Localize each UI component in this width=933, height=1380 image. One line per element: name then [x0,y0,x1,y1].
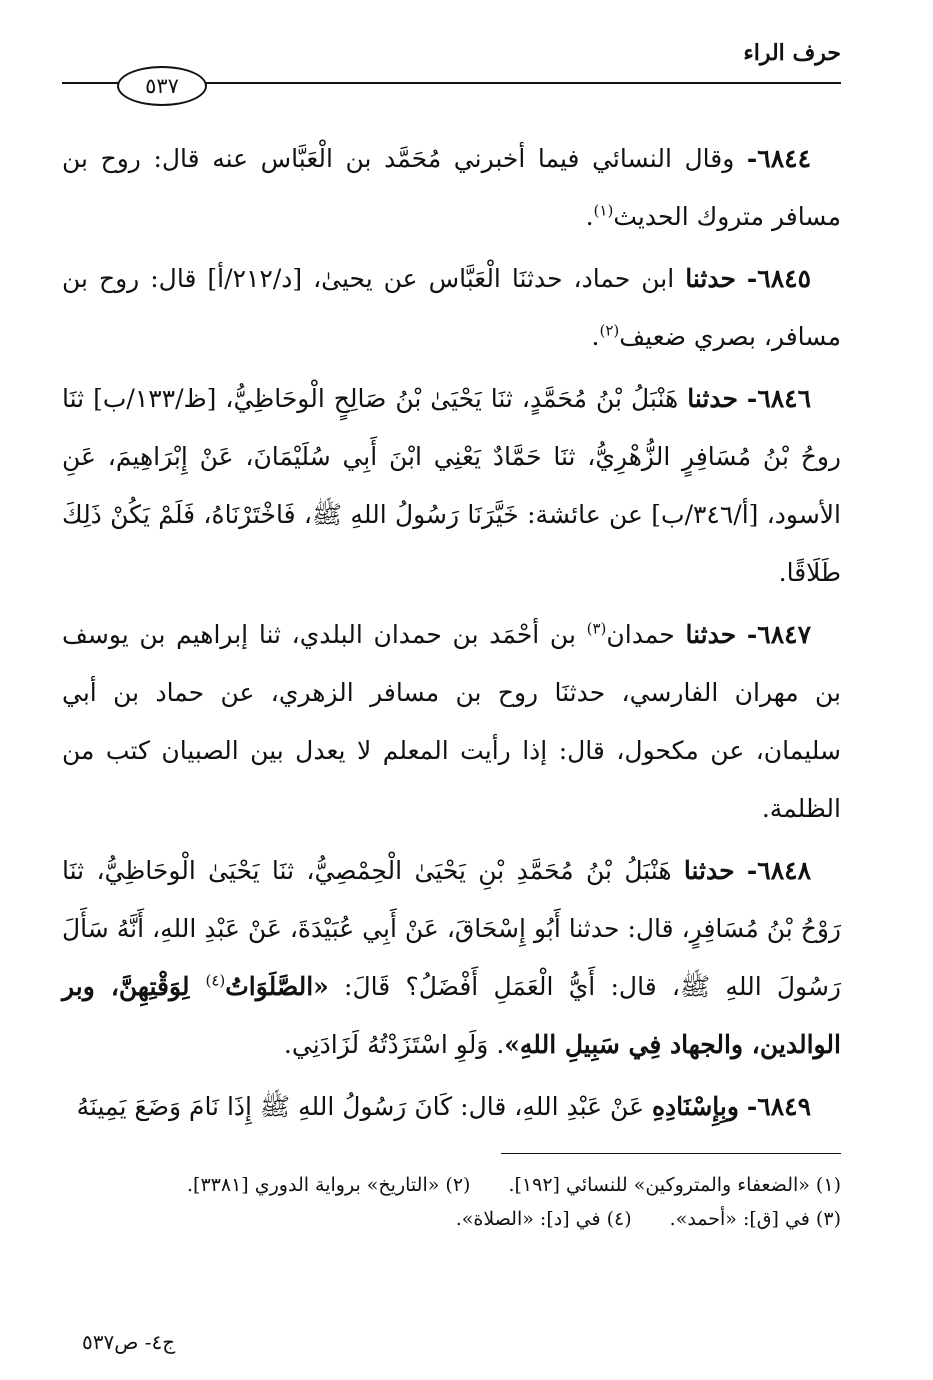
hadith-entry [62,842,841,1074]
running-title: حرف الراء [743,40,841,66]
entry-text: . [585,202,594,231]
footnote-row [62,1168,841,1202]
entry-text: حمدان [606,620,675,649]
entry-number: ٦٨٤٤- [746,144,811,173]
footnote-marker: (٣) [586,619,607,638]
entry-number: ٦٨٤٥- [746,264,812,293]
entry-text: عَنْ عَبْدِ اللهِ، قال: كَانَ رَسُولُ اللهِ ﷺ إِذَا نَامَ وَضَعَ يَمِينَهُ [76,1092,644,1121]
hadith-text-bold: «الصَّلَوَاتُ [225,972,329,1001]
footnote-4: (٤) في [د]: «الصلاة». [455,1208,632,1230]
entry-keyword: حدثنا [685,264,736,293]
footnote-row [62,1202,841,1236]
footnote-3: (٣) في [ق]: «أحمد». [669,1208,841,1230]
hadith-entry [62,370,841,602]
entry-number: ٦٨٤٨- [746,856,811,885]
footnote-rule [501,1153,841,1154]
entry-keyword: حدثنا [687,384,738,413]
hadith-entry [62,250,841,366]
hadith-text-bold: لِوَقْتِهِنَّ، وبر الوالدين، والجهاد فِي سَبِيلِ اللهِ» [62,972,841,1059]
entry-text: . [591,322,600,351]
footnote-marker: (٤) [205,971,226,990]
entry-text: بن أحْمَد بن حمدان البلدي، ثنا إبراهيم بن يوسف بن مهران الفارسي، حدثنَا روح بن مسافر الزهري، عن حماد بن أبي سليمان، عن مكحول، قال: إذا رأيت المعلم لا يعدل بين الصبيان كتب من الظلمة. [62,620,841,823]
entry-text: وقال النسائي فيما أخبرني مُحَمَّد بن الْعَبَّاس عنه قال: روح بن مسافر متروك الحديث [62,144,841,231]
footnote-1: (١) «الضعفاء والمتروكين» للنسائي [١٩٢]. [508,1174,841,1196]
entry-keyword: حدثنا [685,620,737,649]
hadith-entry [62,606,841,838]
entry-text: ابن حماد، حدثنَا الْعَبَّاس عن يحيىٰ، [د/٢١٢/أ] قال: روح بن مسافر، بصري ضعيف [62,264,841,351]
entry-number: ٦٨٤٧- [746,620,811,649]
entry-text: هَنْبَلُ بْنُ مُحَمَّدِ بْنِ يَحْيَىٰ الْحِمْصِيُّ، ثنَا يَحْيَىٰ الْوحَاظِيُّ، ثنَا رَوْحُ بْنُ مُسَافِرٍ، قال: حدثنا أَبُو إِسْحَاقَ، عَنْ أَبِي عُبَيْدَةَ، عَنْ عَبْدِ اللهِ، أَنَّهُ سَأَلَ رَسُولَ اللهِ ﷺ، قال: أَيُّ الْعَمَلِ أَفْضَلُ؟ قَالَ: [62,856,841,1001]
entry-number: ٦٨٤٩- [746,1092,811,1121]
entry-keyword: حدثنا [683,856,735,885]
footnote-2: (٢) «التاريخ» برواية الدوري [٣٣٨١]. [187,1174,471,1196]
entry-keyword: وبِإِسْنَادِهِ [651,1092,739,1121]
hadith-entry [62,130,841,246]
footnote-marker: (٢) [599,321,620,340]
footnote-marker: (١) [593,201,614,220]
volume-page-reference: ج٤- ص٥٣٧ [82,1330,176,1354]
footnotes [62,1168,841,1236]
hadith-entry [62,1078,841,1136]
page-number: ٥٣٧ [117,66,207,106]
entries-body [62,130,841,1136]
entry-text: هَنْبَلُ بْنُ مُحَمَّدٍ، ثنَا يَحْيَىٰ بْنُ صَالِحٍ الْوحَاظِيُّ، [ظ/١٣٣/ب] ثنَا روحُ بْنُ مُسَافِرٍ الزُّهْرِيُّ، ثنَا حَمَّادٌ يَعْنِي ابْنَ أَبِي سُلَيْمَانَ، عَنْ إِبْرَاهِيمَ، عَنِ الأسود، [أ/٣٤٦/ب] عن عائشة: خَيَّرَنَا رَسُولُ اللهِ ﷺ، فَاخْتَرْنَاهُ، فَلَمْ يَكُنْ ذَلِكَ طَلَاقًا. [62,384,842,587]
entry-number: ٦٨٤٦- [746,384,812,413]
entry-text: . وَلَوِ اسْتَزَدْتُهُ لَزَادَنِي. [283,1030,505,1059]
